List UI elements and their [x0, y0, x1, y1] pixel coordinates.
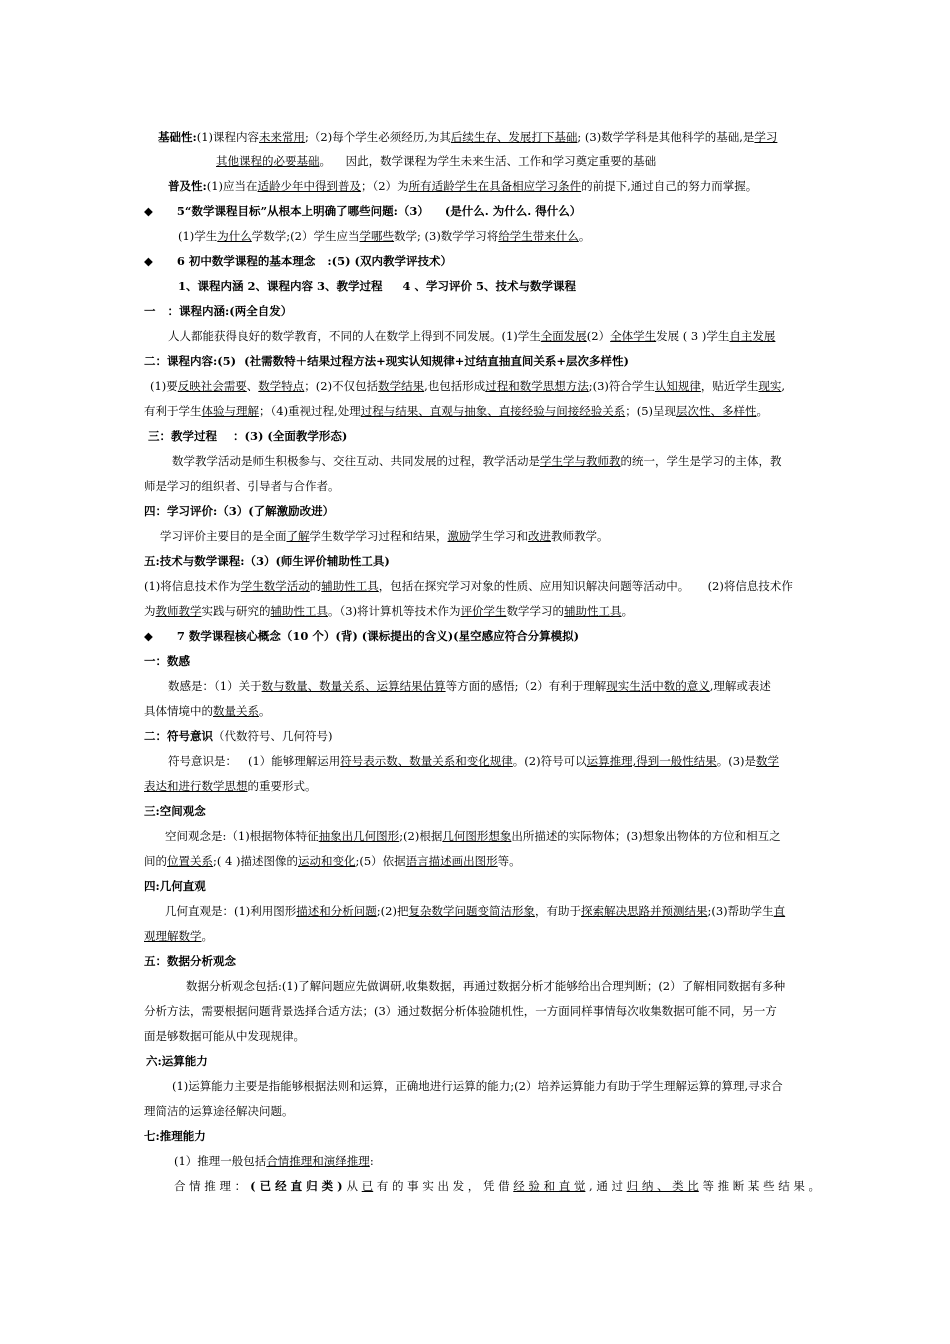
underlined-text: 改进 — [528, 529, 551, 543]
text-line — [144, 851, 806, 871]
text-line — [144, 776, 806, 796]
underlined-text: 全体学生 — [610, 329, 657, 343]
text-line — [216, 151, 806, 171]
underlined-text: 数学特点 — [258, 379, 305, 393]
text-run: 有利于学生 — [144, 404, 202, 418]
text-run: ;（2)每个学生必须经历,为其 — [305, 130, 451, 144]
underlined-text: 数量关系 — [213, 704, 259, 718]
text-line — [174, 1176, 821, 1196]
text-run: (1)应当在 — [206, 179, 258, 193]
underlined-text: 过程和数学思想方法 — [485, 379, 589, 393]
text-run: 学生数学学习过程和结果， — [309, 529, 448, 543]
underlined-text: 观理解数学 — [144, 929, 202, 943]
underlined-text: 语言描述画出图形 — [405, 854, 498, 868]
text-run: ;(2)把 — [376, 904, 409, 918]
text-line — [144, 1101, 806, 1121]
underlined-text: 直 — [773, 904, 786, 918]
text-run: 的前提下,通过自己的努力而掌握。 — [581, 179, 758, 193]
underlined-text: 给学生带来什么 — [498, 229, 579, 243]
text-run: ；(2)不仅包括 — [304, 379, 379, 393]
text-line — [158, 127, 806, 147]
underlined-text: 认知规律 — [654, 379, 701, 393]
underlined-text: 后续生存、发展打下基础 — [450, 130, 578, 144]
text-run: 师是学习的组织者、引导者与合作者。 — [144, 479, 340, 493]
text-line — [144, 626, 806, 646]
text-run: 数学学习的 — [506, 604, 565, 618]
underlined-text: 已 — [361, 1179, 374, 1193]
underlined-text: 为什么 — [217, 229, 252, 243]
text-run: 。(2)符号可以 — [512, 754, 587, 768]
text-run: 面是够数据可能从中发现规律。 — [144, 1029, 305, 1043]
text-line — [165, 826, 806, 846]
text-run: , — [781, 379, 786, 393]
text-line — [160, 526, 806, 546]
underlined-text: 符号表示数、数量关系和变化规律 — [340, 754, 513, 768]
underlined-text: 学生数学活动 — [240, 579, 310, 593]
text-run: 数学; (3)数学学习将 — [393, 229, 499, 243]
text-run: 实践与研究的 — [201, 604, 271, 618]
text-run: ;(2)根据 — [399, 829, 443, 843]
bold-text: 1、课程内涵 2、课程内容 3、教学过程 4 、学习评价 5、技术与数学课程 — [178, 279, 577, 293]
underlined-text: 自主发展 — [729, 329, 776, 343]
text-run: 分析方法，需要根据问题背景选择合适方法；(3）通过数据分析体验随机性，一方面同样事情每次收集数据可能不同，另一方 — [144, 1004, 777, 1018]
text-line — [144, 501, 806, 521]
text-line — [148, 426, 806, 446]
text-run: 。 — [578, 229, 591, 243]
text-line — [144, 351, 806, 371]
text-line — [144, 1126, 806, 1146]
text-run: 、 — [246, 379, 259, 393]
underlined-text: 复杂数学问题变简洁形象 — [408, 904, 535, 918]
underlined-text: 其他课程的必要基础 — [216, 154, 320, 168]
text-run: 的统一，学生是学习的主体，教 — [620, 454, 782, 468]
text-run: 。 因此，数学课程为学生未来生活、工作和学习奠定重要的基础 — [319, 154, 657, 168]
bold-text: 五:技术与数学课程:（3）(师生评价辅助性工具) — [144, 554, 390, 568]
underlined-text: 学哪些 — [359, 229, 394, 243]
text-run: (1)学生 — [178, 229, 218, 243]
text-run: , 通 过 — [585, 1179, 627, 1193]
underlined-text: 抽象出几何图形 — [318, 829, 400, 843]
text-run: ;(3)帮助学生 — [707, 904, 774, 918]
text-run: 。 — [259, 704, 271, 718]
underlined-text: 教师教学 — [155, 604, 202, 618]
text-run: (1）推理一般包括 — [174, 1154, 267, 1168]
underlined-text: 运动和变化 — [297, 854, 356, 868]
text-line — [144, 1026, 806, 1046]
text-run: 具体情境中的 — [144, 704, 213, 718]
text-run: ；（4)重视过程,处理 — [259, 404, 361, 418]
underlined-text: 数学 — [756, 754, 780, 768]
text-line — [144, 701, 806, 721]
text-run: ；(5)呈现 — [625, 404, 677, 418]
text-run: ,理解或表述 — [709, 679, 771, 693]
text-line — [144, 551, 806, 571]
bold-text: 四：学习评价:（3）(了解激励改进） — [144, 504, 335, 518]
text-line — [144, 251, 806, 271]
text-run: ,也包括形成 — [424, 379, 486, 393]
text-run: ;(3)符合学生 — [588, 379, 655, 393]
text-run: 的 — [309, 579, 322, 593]
underlined-text: 激励 — [447, 529, 471, 543]
text-run: 等 推 断 某 些 结 果 。 — [698, 1179, 821, 1193]
bold-text: 一：数感 — [144, 654, 190, 668]
underlined-text: 学习 — [754, 130, 778, 144]
text-line — [186, 976, 806, 996]
text-line — [178, 226, 806, 246]
text-run: 等方面的感悟;（2）有利于理解 — [445, 679, 607, 693]
text-line — [174, 1151, 806, 1171]
text-run: (2） — [586, 329, 611, 343]
underlined-text: 现实 — [758, 379, 782, 393]
text-run: 出所描述的实际物体；(3)想象出物体的方位和相互之 — [511, 829, 781, 843]
text-line — [144, 401, 806, 421]
underlined-text: 层次性、多样性 — [676, 404, 757, 418]
text-line — [165, 901, 806, 921]
text-run: ; (3)数学学科是其他科学的基础,是 — [577, 130, 755, 144]
underlined-text: 了解 — [286, 529, 310, 543]
text-line — [144, 476, 806, 496]
text-line — [172, 1076, 806, 1096]
text-run: 数感是：（1）关于 — [168, 679, 262, 693]
bold-text: 二：符号意识 — [144, 729, 213, 743]
text-line — [168, 751, 806, 771]
underlined-text: 运算推理,得到一般性结果 — [586, 754, 717, 768]
bold-text: ( 已 经 直 归 类 ) — [246, 1179, 347, 1193]
text-run: ，有助于 — [534, 904, 581, 918]
underlined-text: 探索解决思路并预测结果 — [580, 904, 708, 918]
text-run: 。 — [621, 604, 634, 618]
text-run: 学生学习和 — [470, 529, 528, 543]
text-run: (1)课程内容 — [196, 130, 260, 144]
text-line — [168, 326, 806, 346]
text-line — [144, 801, 806, 821]
underlined-text: 辅助性工具 — [270, 604, 328, 618]
text-line — [144, 876, 806, 896]
underlined-text: 学生学与教师教 — [540, 454, 621, 468]
text-line — [144, 926, 806, 946]
underlined-text: 数学结果 — [378, 379, 425, 393]
underlined-text: 归 纳 、 类 比 — [626, 1179, 699, 1193]
text-run: ，包括在探究学习对象的性质、应用知识解决问题等活动中。 (2)将信息技术作 — [378, 579, 793, 593]
text-run: 间的 — [144, 854, 167, 868]
text-run: 的重要形式。 — [247, 779, 317, 793]
underlined-text: 几何图形想象 — [442, 829, 512, 843]
bold-text: ◆ 5“数学课程目标”从根本上明确了哪些问题:（3） (是什么. 为什么. 得什么） — [144, 204, 582, 218]
underlined-text: 全面发展 — [540, 329, 587, 343]
text-run: 几何直观是：(1)利用图形 — [165, 904, 297, 918]
bold-text: ◆ 7 数学课程核心概念（10 个）(背) (课标提出的含义)(星空感应符合分算模拟) — [144, 629, 580, 643]
underlined-text: 合情推理和演绎推理 — [266, 1154, 370, 1168]
underlined-text: 未来常用 — [259, 130, 306, 144]
underlined-text: 适龄少年中得到普及 — [257, 179, 362, 193]
text-run: (1)要 — [150, 379, 178, 393]
bold-text: 六:运算能力 — [146, 1054, 208, 1068]
text-line — [150, 376, 806, 396]
text-run: 。 — [201, 929, 213, 943]
text-run: 等。 — [497, 854, 521, 868]
underlined-text: 评价学生 — [460, 604, 507, 618]
text-line — [144, 726, 806, 746]
text-run: 从 — [346, 1179, 362, 1193]
text-run: 数据分析观念包括:(1)了解问题应先做调研,收集数据，再通过数据分析才能够给出合理判断；(2）了解相同数据有多种 — [186, 979, 786, 993]
text-run: 数学教学活动是师生积极参与、交往互动、共同发展的过程，教学活动是 — [172, 454, 540, 468]
bold-text: 七:推理能力 — [144, 1129, 206, 1143]
underlined-text: 所有适龄学生在具备相应学习条件 — [408, 179, 582, 193]
text-run: ;( 4 )描述图像的 — [213, 854, 298, 868]
bold-text: 二：课程内容:(5) (社需数特＋结果过程方法+现实认知规律+过结直抽直间关系+层次多样性) — [144, 354, 629, 368]
bold-text: 普及性: — [168, 179, 207, 193]
underlined-text: 体验与理解 — [201, 404, 259, 418]
underlined-text: 过程与结果、直观与抽象、直接经验与间接经验关系 — [360, 404, 626, 418]
text-run: 学习评价主要目的是全面 — [160, 529, 287, 543]
bold-text: 四:几何直观 — [144, 879, 206, 893]
text-run: 符号意识是： (1）能够理解运用 — [168, 754, 341, 768]
text-line — [146, 1051, 806, 1071]
text-line — [168, 176, 806, 196]
text-run: 理简洁的运算途径解决问题。 — [144, 1104, 294, 1118]
text-run: ；（2）为 — [361, 179, 409, 193]
text-run: 人人都能获得良好的数学教育，不同的人在数学上得到不同发展。(1)学生 — [168, 329, 541, 343]
text-line — [172, 451, 806, 471]
text-line — [144, 1001, 806, 1021]
text-line — [144, 651, 806, 671]
underlined-text: 反映社会需要 — [177, 379, 247, 393]
text-run: ;(5）依据 — [355, 854, 406, 868]
text-line — [168, 676, 806, 696]
text-run: : — [369, 1154, 374, 1168]
bold-text: ◆ 6 初中数学课程的基本理念 :(5) (双内教学评技术） — [144, 254, 452, 268]
text-run: 为 — [144, 604, 156, 618]
text-run: 空间观念是:（1)根据物体特征 — [165, 829, 319, 843]
text-line — [178, 276, 806, 296]
underlined-text: 经 验 和 直 觉 — [513, 1179, 586, 1193]
bold-text: 五：数据分析观念 — [144, 954, 236, 968]
text-line — [144, 601, 806, 621]
text-run: 。（3)将计算机等技术作为 — [328, 604, 461, 618]
bold-text: 一 ：课程内涵:(两全自发） — [144, 304, 293, 318]
bold-text: 三:空间观念 — [144, 804, 206, 818]
text-run: ，贴近学生 — [700, 379, 759, 393]
text-line — [144, 576, 806, 596]
text-run: 。 — [756, 404, 769, 418]
underlined-text: 辅助性工具 — [564, 604, 622, 618]
text-run: （代数符号、几何符号) — [213, 729, 333, 743]
underlined-text: 数与数量、数量关系、运算结果估算 — [261, 679, 446, 693]
text-run: 。(3)是 — [716, 754, 757, 768]
text-run: (1)将信息技术作为 — [144, 579, 241, 593]
bold-text: 基础性: — [158, 130, 197, 144]
text-run: 发展 ( 3 )学生 — [656, 329, 730, 343]
text-run: 学数学;(2）学生应当 — [251, 229, 360, 243]
text-line — [144, 951, 806, 971]
bold-text: 三：教学过程 ：(3) (全面教学形态) — [148, 429, 348, 443]
underlined-text: 描述和分析问题 — [296, 904, 377, 918]
underlined-text: 辅助性工具 — [321, 579, 379, 593]
text-run: 有 的 事 实 出 发 ， 凭 借 — [373, 1179, 514, 1193]
underlined-text: 现实生活中数的意义 — [606, 679, 710, 693]
text-line — [144, 301, 806, 321]
underlined-text: 位置关系 — [167, 854, 213, 868]
underlined-text: 表达和进行数学思想 — [144, 779, 248, 793]
text-run: 教师教学。 — [551, 529, 609, 543]
text-run: (1)运算能力主要是指能够根据法则和运算，正确地进行运算的能力;(2）培养运算能力有助于学生理解运算的算理,寻求合 — [172, 1079, 783, 1093]
text-line — [144, 201, 806, 221]
text-run: 合 情 推 理 ： — [174, 1179, 247, 1193]
